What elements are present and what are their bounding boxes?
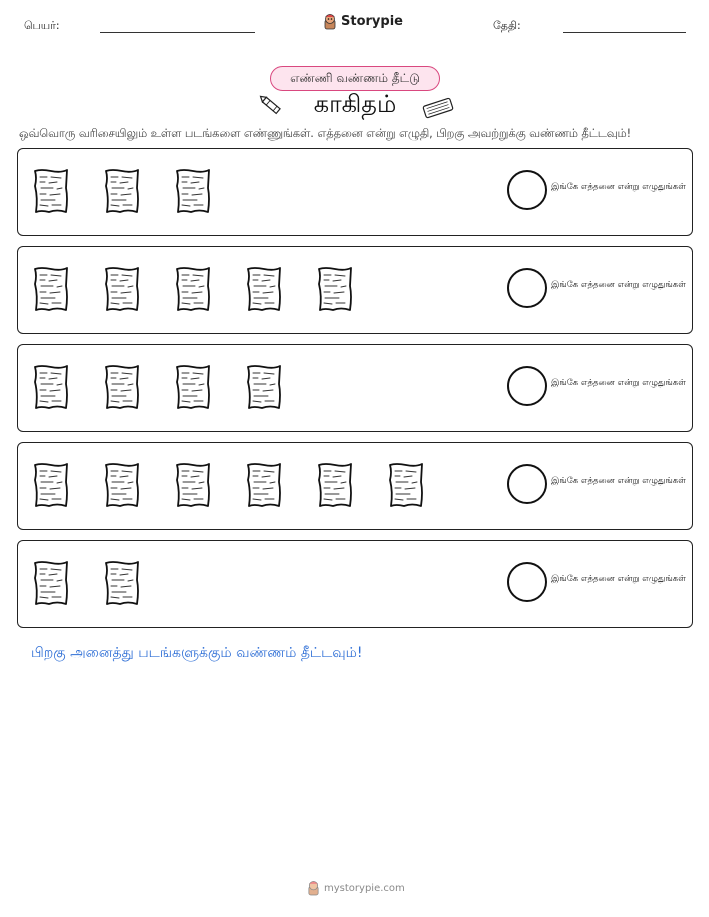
paper-item[interactable] — [31, 266, 71, 316]
date-line[interactable] — [563, 32, 686, 33]
name-line[interactable] — [100, 32, 255, 33]
date-label: தேதி: — [493, 19, 521, 32]
worksheet-type-badge — [270, 66, 440, 91]
paper-sheet-icon — [173, 266, 213, 312]
storypie-mascot-icon — [323, 13, 337, 30]
counting-row — [17, 148, 693, 236]
answer-circle[interactable] — [507, 268, 547, 308]
paper-sheet-icon — [244, 462, 284, 508]
paper-item[interactable] — [102, 364, 142, 414]
answer-hint: இங்கே எத்தனை என்று எழுதுங்கள் — [551, 476, 686, 486]
paper-sheet-icon — [173, 168, 213, 214]
site-footer — [307, 880, 405, 896]
paper-sheet-icon — [386, 462, 426, 508]
brand-name: Storypie — [341, 14, 403, 29]
site-url[interactable]: mystorypie.com — [324, 882, 405, 894]
paper-sheet-icon — [244, 266, 284, 312]
paper-item[interactable] — [102, 168, 142, 218]
paper-item[interactable] — [173, 266, 213, 316]
paper-sheet-icon — [31, 560, 71, 606]
paper-sheet-icon — [173, 462, 213, 508]
paper-sheet-icon — [102, 168, 142, 214]
paper-item[interactable] — [386, 462, 426, 512]
storypie-mascot-icon — [307, 880, 320, 896]
paper-sheet-icon — [31, 364, 71, 410]
eraser-icon — [421, 96, 455, 120]
paper-item[interactable] — [315, 462, 355, 512]
answer-hint: இங்கே எத்தனை என்று எழுதுங்கள் — [551, 182, 686, 192]
paper-item[interactable] — [173, 168, 213, 218]
paper-item[interactable] — [173, 364, 213, 414]
paper-item[interactable] — [31, 364, 71, 414]
counting-row — [17, 246, 693, 334]
paper-sheet-icon — [102, 364, 142, 410]
paper-sheet-icon — [244, 364, 284, 410]
paper-sheet-icon — [173, 364, 213, 410]
answer-circle[interactable] — [507, 366, 547, 406]
paper-item[interactable] — [102, 462, 142, 512]
answer-hint: இங்கே எத்தனை என்று எழுதுங்கள் — [551, 280, 686, 290]
paper-item[interactable] — [244, 462, 284, 512]
paper-sheet-icon — [315, 462, 355, 508]
brand-logo — [323, 13, 403, 30]
paper-sheet-icon — [31, 168, 71, 214]
page-title: காகிதம் — [313, 90, 397, 118]
paper-item[interactable] — [244, 266, 284, 316]
answer-hint: இங்கே எத்தனை என்று எழுதுங்கள் — [551, 378, 686, 388]
counting-row — [17, 344, 693, 432]
paper-sheet-icon — [102, 560, 142, 606]
paper-item[interactable] — [244, 364, 284, 414]
paper-sheet-icon — [315, 266, 355, 312]
paper-item[interactable] — [102, 266, 142, 316]
paper-item[interactable] — [173, 462, 213, 512]
paper-item[interactable] — [31, 560, 71, 610]
answer-hint: இங்கே எத்தனை என்று எழுதுங்கள் — [551, 574, 686, 584]
answer-circle[interactable] — [507, 170, 547, 210]
worksheet-type-text: எண்ணி வண்ணம் தீட்டு — [290, 70, 420, 85]
instructions: ஒவ்வொரு வரிசையிலும் உள்ள படங்களை எண்ணுங்கள். எத்தனை என்று எழுதி, பிறகு அவற்றுக்கு வண்ணம் தீட்டவும்! — [19, 127, 632, 140]
counting-row — [17, 442, 693, 530]
paper-sheet-icon — [31, 462, 71, 508]
paper-item[interactable] — [102, 560, 142, 610]
paper-sheet-icon — [31, 266, 71, 312]
answer-circle[interactable] — [507, 562, 547, 602]
counting-row — [17, 540, 693, 628]
crayon-icon — [258, 92, 286, 120]
paper-sheet-icon — [102, 266, 142, 312]
paper-item[interactable] — [315, 266, 355, 316]
paper-item[interactable] — [31, 462, 71, 512]
closing-instruction: பிறகு அனைத்து படங்களுக்கும் வண்ணம் தீட்டவும்! — [31, 645, 363, 661]
answer-circle[interactable] — [507, 464, 547, 504]
paper-item[interactable] — [31, 168, 71, 218]
paper-sheet-icon — [102, 462, 142, 508]
name-label: பெயர்: — [24, 19, 60, 32]
